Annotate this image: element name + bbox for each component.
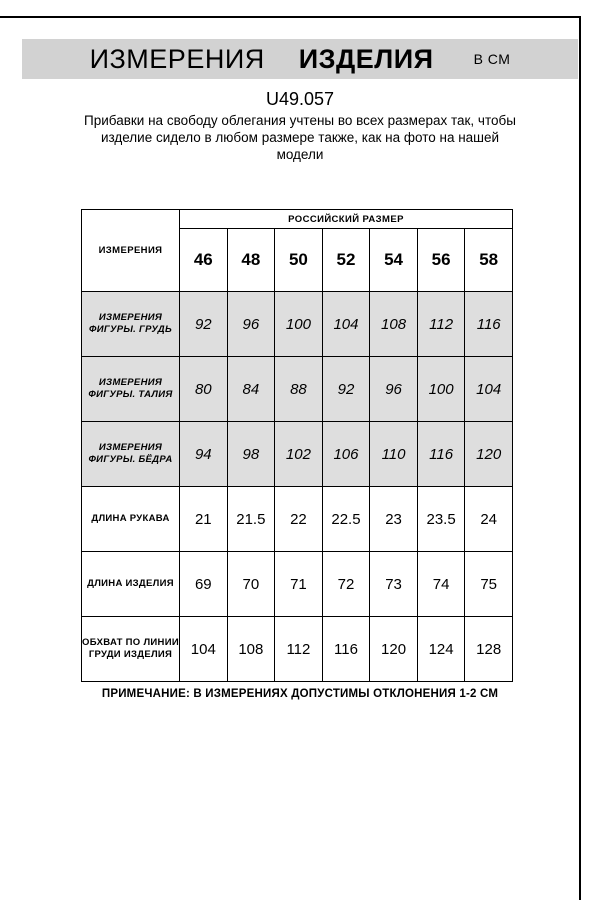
row-value: 106 [322,422,370,487]
row-value: 75 [465,552,513,617]
header-russian-size-label: РОССИЙСКИЙ РАЗМЕР [180,210,513,229]
row-label: ДЛИНА РУКАВА [82,487,180,552]
row-value: 112 [417,292,465,357]
row-value: 92 [322,357,370,422]
table-row [82,552,513,617]
size-header-5: 56 [417,229,465,292]
row-value: 69 [180,552,228,617]
table-row [82,292,513,357]
row-value: 108 [227,617,275,682]
size-table-body [82,292,513,682]
row-value: 116 [417,422,465,487]
table-header-row-group [82,210,513,229]
row-label: ИЗМЕРЕНИЯ ФИГУРЫ. ГРУДЬ [82,292,180,357]
row-value: 22.5 [322,487,370,552]
size-table-head [82,210,513,292]
size-header-6: 58 [465,229,513,292]
title-product: ИЗДЕЛИЯ [298,43,434,74]
row-value: 24 [465,487,513,552]
row-value: 128 [465,617,513,682]
table-row [82,357,513,422]
article-description: Прибавки на свободу облегания учтены во всех размерах так, чтобы изделие сидело в любом размере также, как на фото на нашей модели [84,113,516,162]
header-measurements-label: ИЗМЕРЕНИЯ [82,210,180,292]
row-value: 92 [180,292,228,357]
row-value: 23.5 [417,487,465,552]
row-value: 73 [370,552,418,617]
row-value: 71 [275,552,323,617]
row-value: 72 [322,552,370,617]
table-row [82,487,513,552]
row-value: 112 [275,617,323,682]
page-frame-top-line [0,16,581,18]
footer-note: ПРИМЕЧАНИЕ: В ИЗМЕРЕНИЯХ ДОПУСТИМЫ ОТКЛОНЕНИЯ 1-2 СМ [101,688,499,700]
row-value: 104 [465,357,513,422]
row-value: 116 [465,292,513,357]
row-value: 100 [417,357,465,422]
title-measurements: ИЗМЕРЕНИЯ [89,43,265,74]
table-row [82,617,513,682]
row-value: 74 [417,552,465,617]
row-value: 104 [322,292,370,357]
row-value: 94 [180,422,228,487]
size-header-3: 52 [322,229,370,292]
row-value: 102 [275,422,323,487]
article-code: U49.057 [265,89,335,109]
row-value: 80 [180,357,228,422]
row-label: ИЗМЕРЕНИЯ ФИГУРЫ. ТАЛИЯ [82,357,180,422]
row-value: 98 [227,422,275,487]
row-label: ОБХВАТ ПО ЛИНИИ ГРУДИ ИЗДЕЛИЯ [82,617,180,682]
row-label: ДЛИНА ИЗДЕЛИЯ [82,552,180,617]
row-value: 21 [180,487,228,552]
row-value: 104 [180,617,228,682]
size-header-2: 50 [275,229,323,292]
page-frame-right-line [579,16,581,900]
table-row [82,422,513,487]
row-value: 96 [370,357,418,422]
row-value: 108 [370,292,418,357]
row-value: 96 [227,292,275,357]
size-table [81,209,513,682]
row-value: 70 [227,552,275,617]
size-header-1: 48 [227,229,275,292]
row-value: 120 [465,422,513,487]
title-banner [22,39,578,79]
row-value: 21.5 [227,487,275,552]
title-unit: В СМ [473,51,511,67]
row-value: 124 [417,617,465,682]
row-value: 116 [322,617,370,682]
row-value: 84 [227,357,275,422]
row-value: 120 [370,617,418,682]
size-header-0: 46 [180,229,228,292]
row-label: ИЗМЕРЕНИЯ ФИГУРЫ. БЁДРА [82,422,180,487]
size-header-4: 54 [370,229,418,292]
row-value: 22 [275,487,323,552]
row-value: 100 [275,292,323,357]
row-value: 88 [275,357,323,422]
row-value: 110 [370,422,418,487]
row-value: 23 [370,487,418,552]
